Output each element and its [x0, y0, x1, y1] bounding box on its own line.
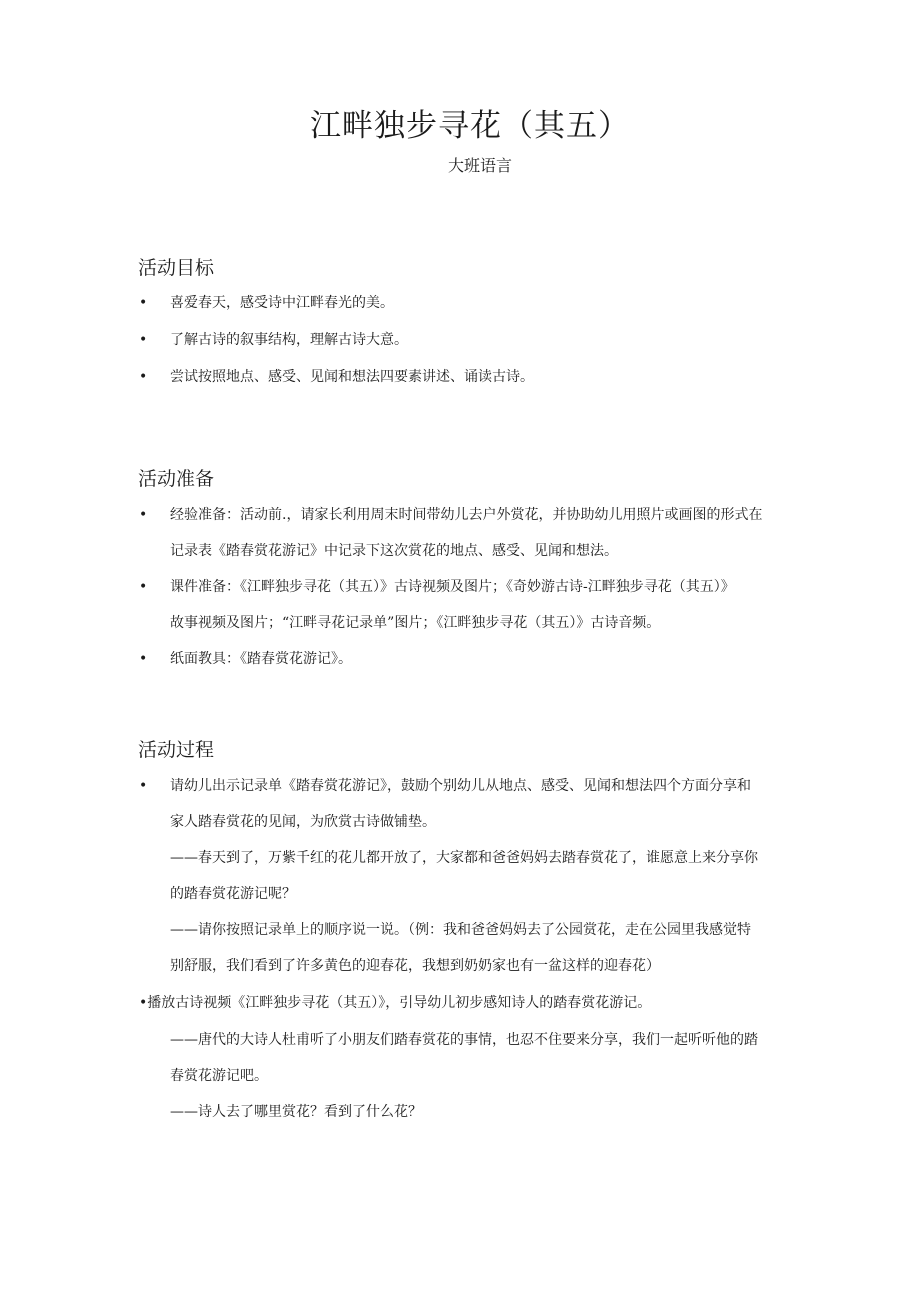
section-heading-process: 活动过程 [138, 739, 215, 761]
process-line: 家人踏春赏花的见闻，为欣赏古诗做铺垫。 [170, 814, 436, 830]
prep-item-line: 记录表《踏春赏花游记》中记录下这次赏花的地点、感受、见闻和想法。 [170, 543, 618, 559]
prep-item-line: 课件准备：《江畔独步寻花（其五）》古诗视频及图片；《奇妙游古诗-江畔独步寻花（其五）》 [170, 579, 735, 595]
section-heading-prep: 活动准备 [138, 468, 215, 490]
prep-item-line: 纸面教具：《踏春赏花游记》。 [170, 651, 352, 667]
process-dialogue-line: ——请你按照记录单上的顺序说一说。（例：我和爸爸妈妈去了公园赏花，走在公园里我感觉特 [170, 922, 751, 938]
document-subtitle: 大班语言 [447, 156, 512, 175]
bullet-icon: • [139, 295, 148, 311]
section-heading-goals: 活动目标 [138, 257, 215, 279]
document-title: 江畔独步寻花（其五） [310, 108, 630, 144]
goal-item: 尝试按照地点、感受、见闻和想法四要素讲述、诵读古诗。 [170, 369, 534, 385]
process-line: 请幼儿出示记录单《踏春赏花游记》，鼓励个别幼儿从地点、感受、见闻和想法四个方面分享和 [170, 778, 751, 794]
bullet-icon: • [139, 778, 148, 794]
process-line: •播放古诗视频《江畔独步寻花（其五）》，引导幼儿初步感知诗人的踏春赏花游记。 [139, 995, 652, 1011]
bullet-icon: • [139, 507, 148, 523]
process-dialogue-line: ——诗人去了哪里赏花？看到了什么花？ [170, 1104, 422, 1120]
prep-item-line: 经验准备：活动前.，请家长利用周末时间带幼儿去户外赏花，并协助幼儿用照片或画图的形式在 [170, 507, 763, 523]
process-dialogue-line: ——春天到了，万紫千红的花儿都开放了，大家都和爸爸妈妈去踏春赏花了，谁愿意上来分享你 [170, 850, 758, 866]
goal-item: 了解古诗的叙事结构，理解古诗大意。 [170, 332, 408, 348]
bullet-icon: • [139, 332, 148, 348]
bullet-icon: • [139, 579, 148, 595]
process-dialogue-line: 的踏春赏花游记呢？ [170, 886, 296, 902]
goal-item: 喜爱春天，感受诗中江畔春光的美。 [170, 295, 394, 311]
bullet-icon: • [139, 651, 148, 667]
process-dialogue-line: 春赏花游记吧。 [170, 1068, 268, 1084]
process-dialogue-line: ——唐代的大诗人杜甫听了小朋友们踏春赏花的事情，也忍不住要来分享，我们一起听听他的踏 [170, 1032, 758, 1048]
bullet-icon: • [139, 369, 148, 385]
prep-item-line: 故事视频及图片；“江畔寻花记录单”图片；《江畔独步寻花（其五）》古诗音频。 [170, 615, 661, 631]
process-dialogue-line: 别舒服，我们看到了许多黄色的迎春花，我想到奶奶家也有一盆这样的迎春花） [170, 958, 660, 974]
